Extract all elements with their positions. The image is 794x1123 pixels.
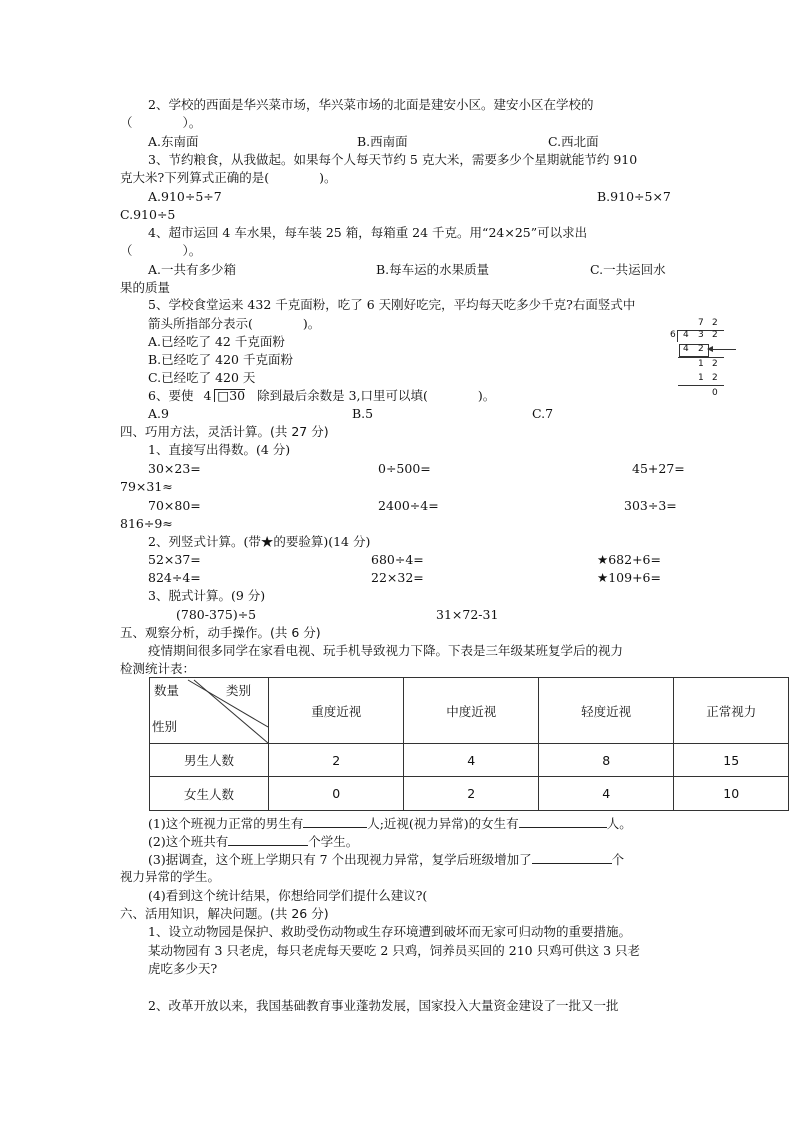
q3-option-c: C.910÷5: [120, 207, 176, 222]
sec5-question-3: [148, 851, 624, 868]
q2-stem-line2: （ ）。: [120, 115, 202, 130]
step-digit: 1: [698, 359, 704, 369]
q3-option-b: B.910÷5×7: [597, 189, 671, 204]
sec6-problem1-line2: 某动物园有 3 只老虎，每只老虎每天要吃 2 只鸡，饲养员买回的 210 只鸡可供这 3 只老: [148, 943, 641, 958]
dividend-digit: 3: [698, 330, 704, 340]
q3-stem-line2: 克大米?下列算式正确的是( )。: [120, 170, 337, 185]
long-division-figure: [670, 318, 752, 404]
q2-option-c: C.西北面: [548, 134, 599, 149]
step-calc-item: 31×72-31: [436, 607, 499, 622]
q6-divisor: 4: [203, 388, 212, 403]
sec6-problem1-line3: 虎吃多少天?: [148, 961, 218, 976]
vertical-calc-item: ★682+6=: [597, 552, 661, 567]
vision-stats-table: [149, 677, 789, 811]
calc-item: 70×80=: [148, 498, 201, 513]
section-5-title: 五、观察分析，动手操作。(共 6 分): [120, 625, 321, 640]
answer-blank[interactable]: [519, 815, 607, 828]
q2-stem-line1: 2、学校的西面是华兴菜市场，华兴菜市场的北面是建安小区。建安小区在学校的: [148, 97, 594, 112]
sec4-part3-title: 3、脱式计算。(9 分): [148, 588, 266, 603]
table-row-label: 女生人数: [150, 777, 269, 811]
q6-option-a: A.9: [148, 406, 169, 421]
sec5-intro-line1: 疫情期间很多同学在家看电视、玩手机导致视力下降。下表是三年级某班复学后的视力: [148, 643, 624, 658]
q1-text-b: 人;近视(视力异常)的女生有: [367, 816, 519, 831]
table-cell: 2: [269, 744, 404, 777]
q2-text-b: 个学生。: [308, 834, 359, 849]
table-cell: 4: [538, 777, 673, 811]
vertical-calc-item: 52×37=: [148, 552, 201, 567]
table-cell: 15: [674, 744, 789, 777]
q2-option-a: A.东南面: [148, 134, 199, 149]
table-row-label: 男生人数: [150, 744, 269, 777]
step-digit: 1: [698, 373, 704, 383]
section-4-title: 四、巧用方法，灵活计算。(共 27 分): [120, 424, 329, 439]
q5-stem-line1: 5、学校食堂运来 432 千克面粉，吃了 6 天刚好吃完，平均每天吃多少千克?右面竖式中: [148, 297, 636, 312]
table-header-cell: 轻度近视: [538, 678, 673, 744]
q5-option-b: B.已经吃了 420 千克面粉: [148, 352, 293, 367]
vertical-calc-item: ★109+6=: [597, 570, 661, 585]
corner-label-gender: 性别: [152, 718, 178, 734]
q5-stem-line2: 箭头所指部分表示( )。: [148, 316, 321, 331]
calc-item: 303÷3=: [624, 498, 677, 513]
calc-item: 45+27=: [632, 461, 685, 476]
table-header-cell: 正常视力: [674, 678, 789, 744]
q3-text-a: (3)据调查，这个班上学期只有 7 个出现视力异常，复学后班级增加了: [148, 852, 532, 867]
sec5-intro-line2: 检测统计表：: [120, 661, 196, 676]
section-6-title: 六、活用知识，解决问题。(共 26 分): [120, 906, 329, 921]
step-digit: 2: [712, 359, 718, 369]
sec6-problem1-line1: 1、设立动物园是保护、救助受伤动物或生存环境遭到破坏而无家可归动物的重要措施。: [148, 924, 631, 939]
q6-division-expression: [203, 388, 245, 404]
q6-stem: [148, 388, 495, 404]
sec5-question-3-continued: 视力异常的学生。: [120, 869, 221, 884]
q4-option-c: C.一共运回水: [590, 262, 666, 277]
sec6-problem2-line1: 2、改革开放以来，我国基础教育事业蓬勃发展，国家投入大量资金建设了一批又一批: [148, 998, 619, 1013]
answer-blank[interactable]: [228, 833, 308, 846]
calc-item: 30×23=: [148, 461, 201, 476]
answer-blank[interactable]: [303, 815, 367, 828]
vertical-calc-item: 22×32=: [371, 570, 424, 585]
table-row: [150, 744, 789, 777]
table-cell: 10: [674, 777, 789, 811]
vertical-calc-item: 680÷4=: [371, 552, 424, 567]
step-digit: 2: [712, 373, 718, 383]
q6-dividend: □30: [214, 389, 245, 402]
calc-item: 0÷500=: [378, 461, 431, 476]
quotient-digit: 7: [698, 318, 704, 328]
step-calc-item: (780-375)÷5: [176, 607, 257, 622]
answer-blank[interactable]: [532, 851, 612, 864]
quotient-digit: 2: [712, 318, 718, 328]
remainder-digit: 0: [712, 388, 718, 398]
dividend-digit: 2: [712, 330, 718, 340]
q4-stem-line2: （ ）。: [120, 243, 202, 258]
calc-item: 2400÷4=: [378, 498, 439, 513]
table-header-cell: 中度近视: [404, 678, 538, 744]
q4-stem-line1: 4、超市运回 4 车水果，每车装 25 箱，每箱重 24 千克。用“24×25”可以求出: [148, 225, 588, 240]
q3-option-a: A.910÷5÷7: [148, 189, 222, 204]
q1-text-a: (1)这个班视力正常的男生有: [148, 816, 304, 831]
dividend-digit: 4: [683, 330, 689, 340]
table-cell: 4: [404, 744, 538, 777]
step-digit: 2: [698, 344, 704, 354]
q5-option-a: A.已经吃了 42 千克面粉: [148, 334, 285, 349]
table-header-cell: 重度近视: [269, 678, 404, 744]
sec5-question-2: [148, 833, 358, 850]
table-cell: 8: [538, 744, 673, 777]
sec4-part2-title: 2、列竖式计算。(带★的要验算)(14 分): [148, 534, 371, 549]
q2-text-a: (2)这个班共有: [148, 834, 229, 849]
corner-label-quantity: 数量: [154, 682, 180, 698]
q4-option-b: B.每车运的水果质量: [376, 262, 490, 277]
q4-option-c-continued: 果的质量: [120, 280, 171, 295]
q4-option-a: A.一共有多少箱: [148, 262, 237, 277]
q3-text-b: 个: [611, 852, 625, 867]
step-digit: 4: [683, 344, 689, 354]
table-corner-cell: [150, 678, 269, 744]
table-row: [150, 777, 789, 811]
table-header-row: [150, 678, 789, 744]
sec5-question-1: [148, 815, 632, 832]
divisor-digit: 6: [670, 330, 676, 340]
calc-item: 816÷9≈: [120, 516, 173, 531]
q3-stem-line1: 3、节约粮食，从我做起。如果每个人每天节约 5 克大米，需要多少个星期就能节约 910: [148, 152, 638, 167]
table-cell: 0: [269, 777, 404, 811]
q5-option-c: C.已经吃了 420 天: [148, 370, 256, 385]
q6-stem-post: 除到最后余数是 3,口里可以填( )。: [257, 388, 496, 403]
q6-stem-pre: 6、要使: [148, 388, 194, 403]
corner-label-category: 类别: [226, 682, 252, 698]
q6-option-c: C.7: [532, 406, 554, 421]
table-cell: 2: [404, 777, 538, 811]
sec4-part1-title: 1、直接写出得数。(4 分): [148, 442, 291, 457]
calc-item: 79×31≈: [120, 479, 173, 494]
vertical-calc-item: 824÷4=: [148, 570, 201, 585]
q1-text-c: 人。: [606, 816, 632, 831]
q2-option-b: B.西南面: [357, 134, 408, 149]
q6-option-b: B.5: [352, 406, 374, 421]
sec5-question-4: (4)看到这个统计结果，你想给同学们提什么建议?(: [148, 888, 428, 903]
